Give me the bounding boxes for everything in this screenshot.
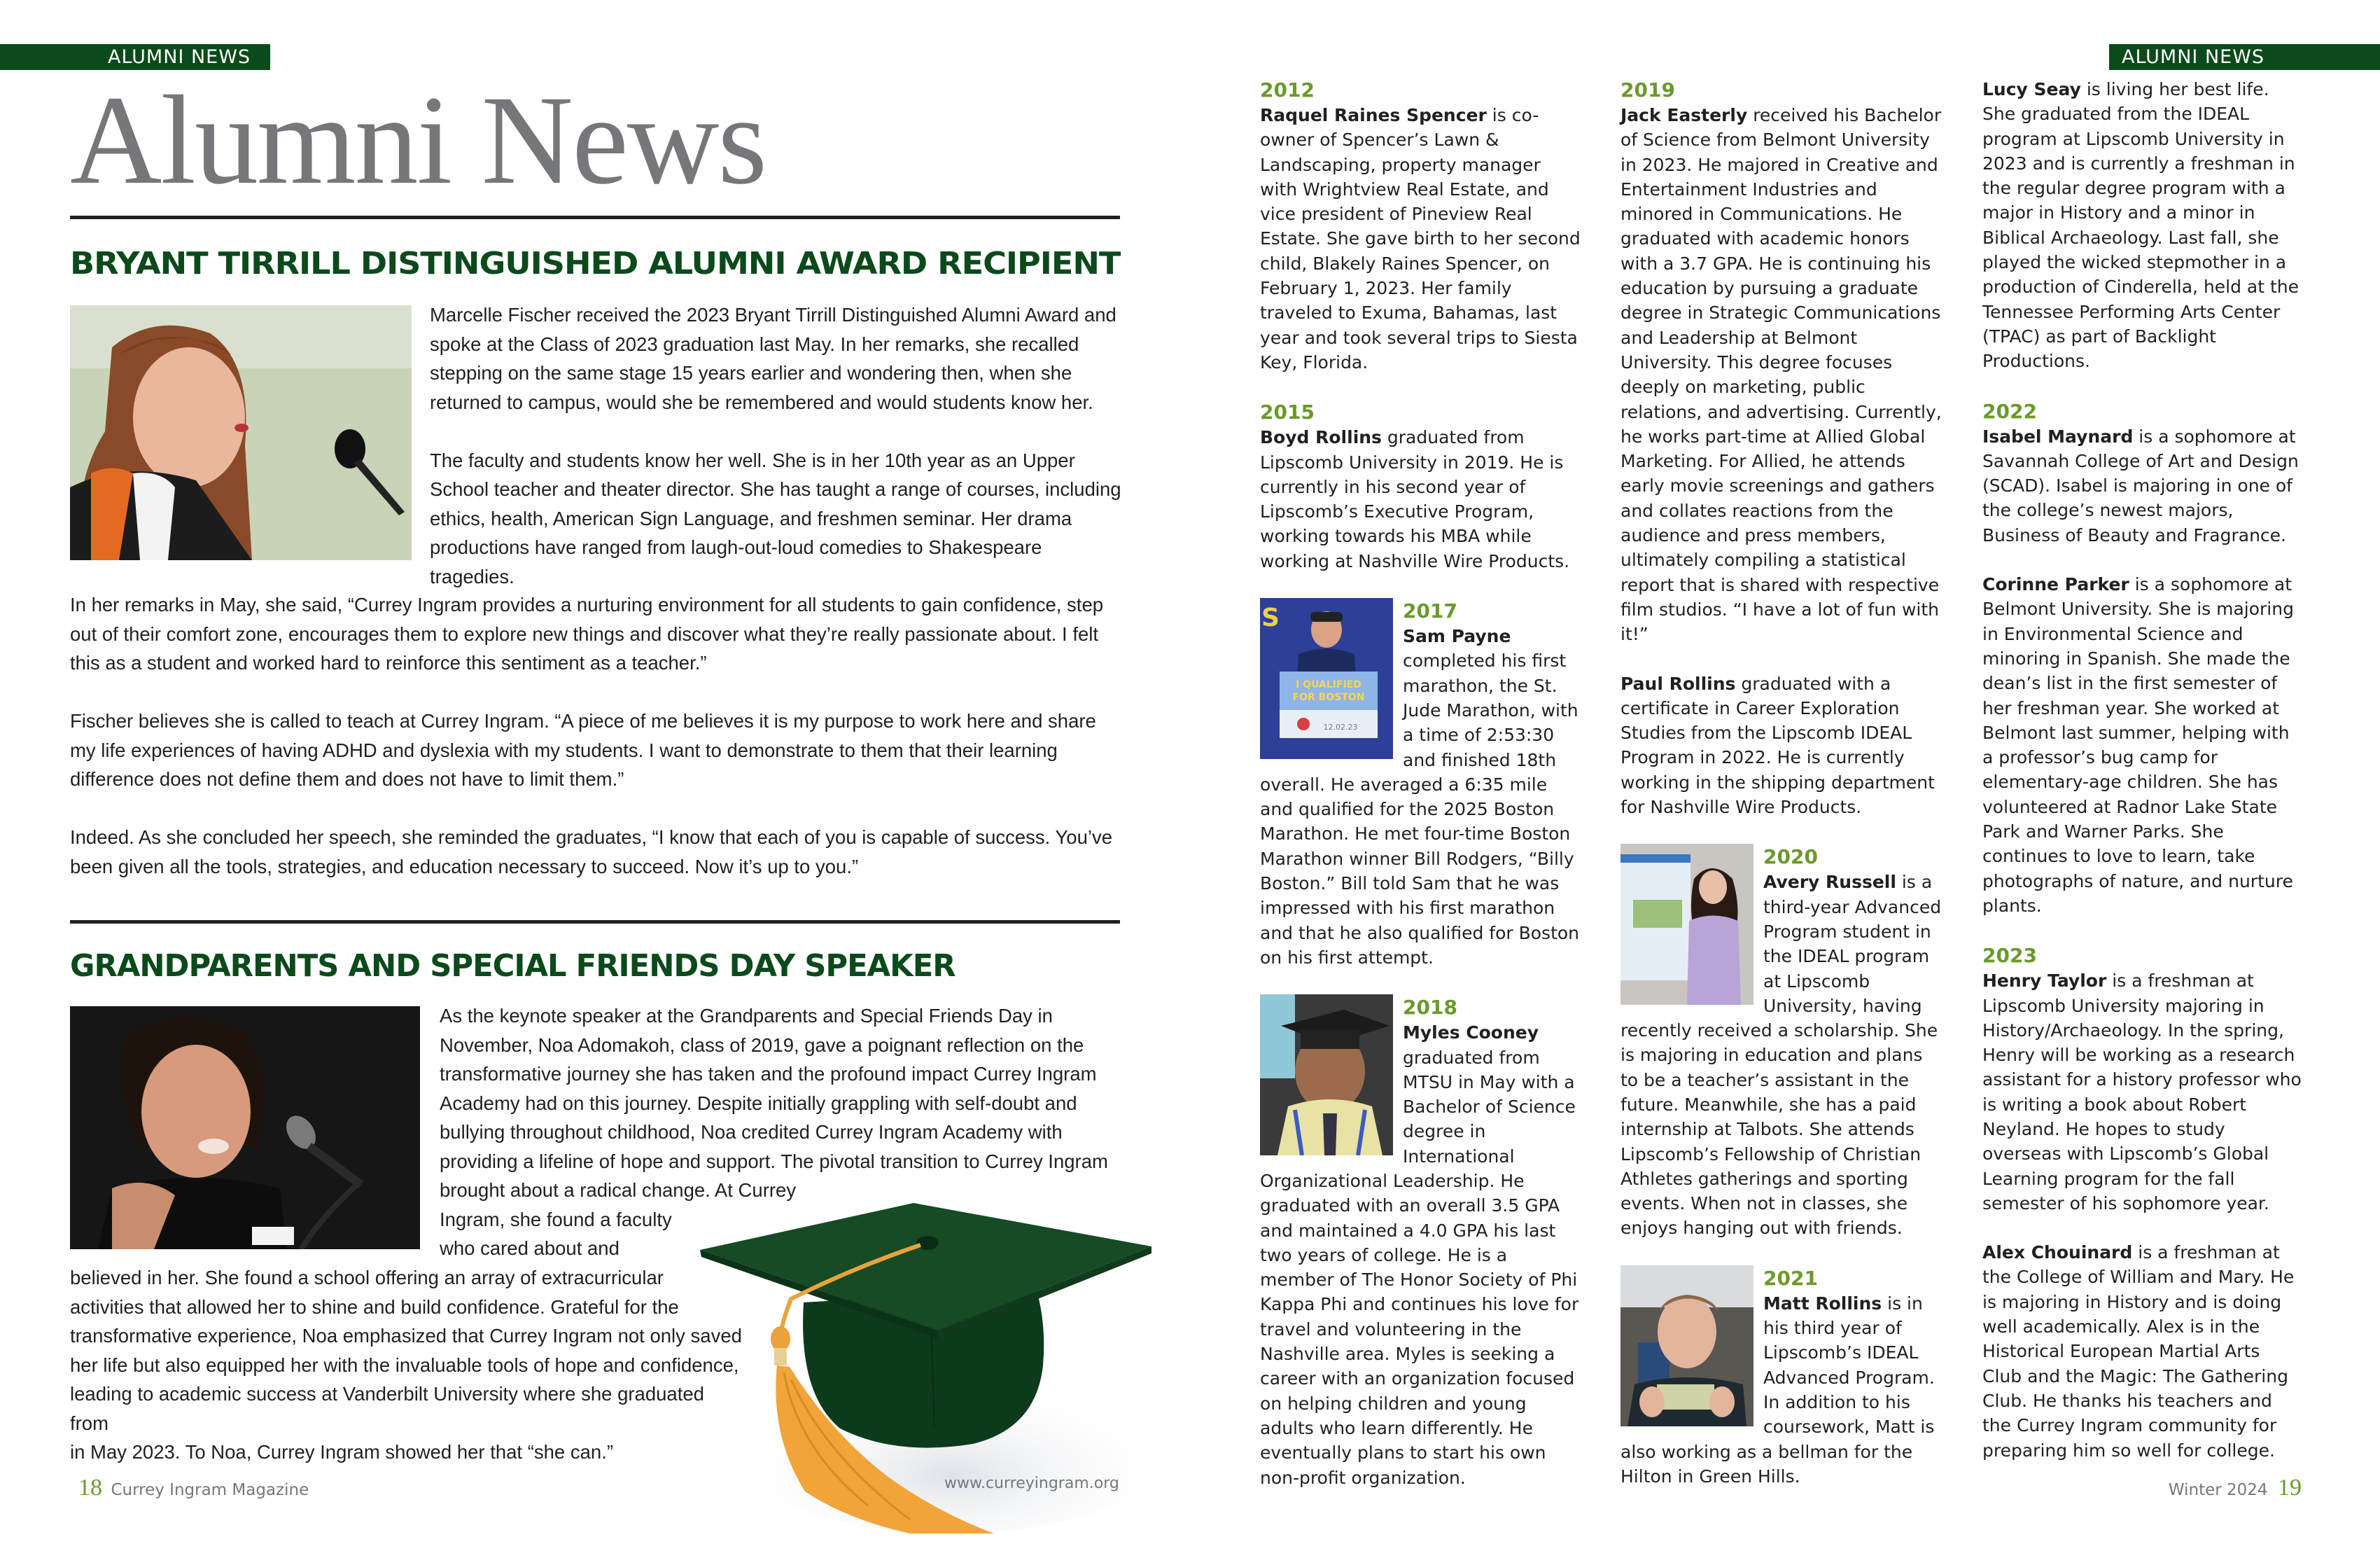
alumni-name: Corinne Parker (1982, 574, 2129, 595)
alumni-bio: graduated from MTSU in May with a Bachelor of Science degree in International Organizational Leadership. He graduated with an overall 3.5 GPA and maintained a 4.0 GPA his last two years of college. He is a member of The Honor Society of Phi Kappa Phi and continues his love for travel and volunteering in the Nashville area. Myles is seeking a career with an organization focused on helping children and young adults who learn differently. He eventually plans to start his own non-profit organization. (1260, 1047, 1579, 1488)
alumni-name: Raquel Raines Spencer (1260, 105, 1487, 125)
avery-russell-photo (1620, 844, 1754, 1005)
myles-cooney-photo (1260, 994, 1393, 1155)
alumni-name: Myles Cooney (1403, 1022, 1539, 1043)
runner-illustration (1260, 598, 1393, 759)
class-year: 2022 (1982, 399, 2037, 423)
page-number-right: 19 (2278, 1475, 2302, 1501)
alumni-bio: received his Bachelor of Science from Belmont University in 2023. He majored in Creative and Entertainment Industries and minored in Communications. He graduated with academic honors with a 3.7 GPA. He is continuing his education by pursuing a graduate degree in Strategic Communications and Leadership at Belmont University. This degree focuses deeply on marketing, public relations, and advertising. Currently, he works part-time at Allied Global Marketing. For Allied, he attends early movie screenings and gathers and collates reactions from the audience and press members, ultimately compiling a statistical report that is shared with respective film studios. “I have a lot of fun with it!” (1620, 105, 1942, 645)
alumni-entry (1982, 1240, 2304, 1463)
matt-rollins-photo (1620, 1265, 1754, 1426)
page-title: Alumni News (70, 70, 766, 211)
alumni-name: Jack Easterly (1620, 105, 1748, 125)
alumni-bio: graduated with a certificate in Career Exploration Studies from the Lipscomb IDEAL Program in 2022. He is currently working in the shipping department for Nashville Wire Products. (1620, 673, 1935, 818)
right-footer (2169, 1475, 2302, 1501)
article2-line: November, Noa Adomakoh, class of 2019, gave a poignant reflection on the (440, 1034, 1084, 1056)
article1-paragraph: The faculty and students know her well. She is in her 10th year as an Upper School teacher and theater director. She has taught a range of courses, including ethics, health, American Sign Language, and freshmen seminar. Her drama productions have ranged from laugh-out-loud comedies to Shakespeare tragedies. (430, 449, 1121, 587)
article2-line: leading to academic success at Vanderbilt University where she graduated from (70, 1383, 704, 1434)
title-divider (70, 216, 1120, 219)
alumni-bio: is a freshman at the College of William and Mary. He is majoring in History and is doing well academically. Alex is in the Historical European Martial Arts Club and the Magic: The Gathering Club. He thanks his teachers and the Currey Ingram community for preparing him so well for college. (1982, 1242, 2295, 1461)
article1-paragraph: In her remarks in May, she said, “Currey Ingram provides a nurturing environment for all students to gain confidence, step out of their comfort zone, encourages them to explore new things and discover what they’re really passionate about. I felt this as a student and worked hard to reinforce this sentiment as a teacher.” (70, 594, 1104, 674)
alumni-entry (1620, 844, 1942, 1240)
article2-line: Academy had on this journey. Despite initially grappling with self-doubt and (440, 1092, 1077, 1114)
article1-body (70, 590, 1124, 910)
student-poster-illustration (1620, 844, 1754, 1005)
section-badge-label: ALUMNI NEWS (2122, 46, 2265, 68)
class-year: 2012 (1260, 78, 1315, 102)
website-url[interactable] (944, 1475, 1119, 1492)
alumni-entry (1620, 1265, 1942, 1489)
article2-line: transformative journey she has taken and the profound impact Currey Ingram (440, 1063, 1097, 1085)
svg-text:12.02.23: 12.02.23 (1323, 723, 1358, 732)
section-badge-left (0, 44, 270, 70)
svg-text:FOR BOSTON: FOR BOSTON (1292, 692, 1365, 704)
graduate-illustration (1260, 994, 1393, 1155)
alumni-bio: is living her best life. She graduated from the IDEAL program at Lipscomb University in 2023 and is currently a freshman in the regular degree program with a major in History and a minor in Biblical Archaeology. Last fall, she played the wicked stepmother in a production of Cinderella, held at the Tennessee Performing Arts Center (TPAC) as part of Backlight Productions. (1982, 79, 2300, 372)
alumni-column-3 (1982, 77, 2304, 1487)
section-badge-label: ALUMNI NEWS (108, 46, 251, 68)
alumni-name: Avery Russell (1763, 872, 1896, 893)
alumni-entry (1982, 77, 2304, 374)
svg-text:S: S (1261, 604, 1280, 633)
alumni-entry (1260, 77, 1582, 375)
alumni-bio: is a sophomore at Belmont University. She is majoring in Environmental Science and minoring in Spanish. She made the dean’s list in the first semester of her freshman year. She worked at Belmont last summer, helping with a professor’s bug camp for elementary-age children. She has volunteered at Radnor Lake State Park and Warner Parks. She continues to love to learn, take photographs of nature, and nurture plants. (1982, 574, 2294, 916)
alumni-entry (1620, 672, 1942, 820)
alumni-name: Matt Rollins (1763, 1293, 1882, 1314)
page-number-left: 18 (78, 1475, 102, 1501)
article2-line: bullying throughout childhood, Noa credited Currey Ingram Academy with (440, 1121, 1063, 1143)
article1-intro (430, 300, 1123, 620)
alumni-bio: is a sophomore at Savannah College of Art and Design (SCAD). Isabel is majoring in one of the college’s newest majors, Business of Beauty and Fragrance. (1982, 426, 2299, 545)
alumni-bio: is in his third year of Lipscomb’s IDEAL Advanced Program. In addition to his coursework, Matt is also working as a bellman for the Hilton in Green Hills. (1620, 1293, 1935, 1487)
alumni-bio: graduated from Lipscomb University in 2019. He is currently in his second year of Lipscomb’s Executive Program, working towards his MBA while working at Nashville Wire Products. (1260, 427, 1570, 571)
svg-text:I QUALIFIED: I QUALIFIED (1296, 679, 1362, 691)
article2-line: her life but also equipped her with the invaluable tools of hope and confidence, (70, 1354, 739, 1376)
article2-line: Ingram, she found a faculty (440, 1208, 672, 1230)
alumni-column-1 (1260, 77, 1582, 1515)
alumni-entry (1260, 598, 1582, 970)
publication-name: Currey Ingram Magazine (111, 1481, 309, 1499)
alumni-entry (1982, 398, 2304, 548)
speaker-mic-illustration (70, 1006, 420, 1249)
article2-line: believed in her. She found a school offering an array of extracurricular (70, 1267, 664, 1288)
issue-label: Winter 2024 (2168, 1481, 2268, 1499)
alumni-bio: is co-owner of Spencer’s Lawn & Landscaping, property manager with Wrightview Real Estate, and vice president of Pineview Real Estate. She gave birth to her second child, Blakely Raines Spencer, on February 1, 2023. Her family traveled to Exuma, Bahamas, last year and took several trips to Siesta Key, Florida. (1260, 105, 1581, 373)
article2-text-below-photo (70, 1263, 742, 1467)
alumni-name: Boyd Rollins (1260, 427, 1382, 448)
article2-line: in May 2023. To Noa, Currey Ingram showed her that “she can.” (70, 1441, 613, 1463)
class-year: 2021 (1763, 1266, 1818, 1290)
sam-payne-photo (1260, 598, 1393, 759)
article2-line: providing a lifeline of hope and support. The pivotal transition to Currey Ingram (440, 1150, 1108, 1172)
article1-paragraph: Marcelle Fischer received the 2023 Bryant Tirrill Distinguished Alumni Award and spoke at the Class of 2023 graduation last May. In her remarks, she recalled stepping on the same stage 15 years earlier and wondering then, when she returned to campus, would she be remembered and would students know her. (430, 304, 1116, 413)
alumni-name: Henry Taylor (1982, 971, 2107, 992)
class-year: 2020 (1763, 845, 1818, 869)
alumni-bio: is a freshman at Lipscomb University majoring in History/Archaeology. In the spring, Henry will be working as a research assistant for a history professor who is writing a book about Robert Neyland. He hopes to study overseas with Lipscomb’s Global Learning program for the fall semester of his sophomore year. (1982, 971, 2302, 1213)
class-year: 2017 (1403, 599, 1457, 623)
article2-line: activities that allowed her to shine and build confidence. Grateful for the (70, 1295, 679, 1318)
speaker-illustration (70, 305, 412, 560)
class-year: 2018 (1403, 996, 1457, 1020)
alumni-entry (1260, 399, 1582, 573)
article2-line: who cared about and (440, 1237, 620, 1259)
article2-line: As the keynote speaker at the Grandparents and Special Friends Day in (440, 1005, 1053, 1027)
noa-adomakoh-photo (70, 1006, 420, 1249)
man-holding-bill-illustration (1620, 1265, 1754, 1426)
article2-line: transformative experience, Noa emphasized that Currey Ingram not only saved (70, 1325, 742, 1347)
marcelle-fischer-photo (70, 305, 412, 560)
alumni-name: Isabel Maynard (1982, 426, 2134, 447)
alumni-entry (1982, 943, 2304, 1216)
alumni-entry (1260, 994, 1582, 1490)
alumni-name: Alex Chouinard (1982, 1242, 2133, 1263)
alumni-name: Lucy Seay (1982, 79, 2081, 99)
alumni-bio: completed his first marathon, the St. Jude Marathon, with a time of 2:53:30 and finished 18th overall. He averaged a 6:35 mile and qualified for the 2025 Boston Marathon. He met four-time Boston Marathon winner Bill Rodgers, “Billy Boston.” Bill told Sam that he was impressed with his first marathon and that he also qualified for Boston on his first attempt. (1260, 651, 1580, 968)
alumni-name: Paul Rollins (1620, 673, 1736, 694)
section-divider (70, 920, 1120, 924)
article1-heading: BRYANT TIRRILL DISTINGUISHED ALUMNI AWARD RECIPIENT (70, 246, 1121, 281)
section-badge-right (2109, 44, 2380, 70)
alumni-name: Sam Payne (1403, 626, 1511, 647)
alumni-entry (1982, 572, 2304, 918)
class-year: 2023 (1982, 944, 2037, 968)
alumni-bio: is a third-year Advanced Program student in the IDEAL program at Lipscomb University, having recently received a scholarship. She is majoring in education and plans to be a teacher’s assistant in the future. Meanwhile, she has a paid internship at Talbots. She attends Lipscomb’s Fellowship of Christian Athletes gatherings and sporting events. When not in classes, she enjoys hanging out with friends. (1620, 872, 1942, 1239)
alumni-column-2 (1620, 77, 1942, 1513)
article2-heading: GRANDPARENTS AND SPECIAL FRIENDS DAY SPEAKER (70, 948, 955, 984)
article1-paragraph: Indeed. As she concluded her speech, she reminded the graduates, “I know that each of you is capable of success. You’ve been given all the tools, strategies, and education necessary to succeed. Now it’s up to you.” (70, 826, 1113, 877)
article1-paragraph: Fischer believes she is called to teach at Currey Ingram. “A piece of me believes it is my purpose to work here and share my life experiences of having ADHD and dyslexia with my students. I want to demonstrate to them that their learning difference does not define them and does not have to limit them.” (70, 710, 1096, 790)
class-year: 2019 (1620, 78, 1675, 102)
alumni-entry (1620, 77, 1942, 647)
class-year: 2015 (1260, 401, 1315, 424)
left-footer (78, 1475, 309, 1501)
article2-line: brought about a radical change. At Currey (440, 1179, 797, 1201)
website-url-text[interactable]: www.curreyingram.org (944, 1475, 1119, 1492)
